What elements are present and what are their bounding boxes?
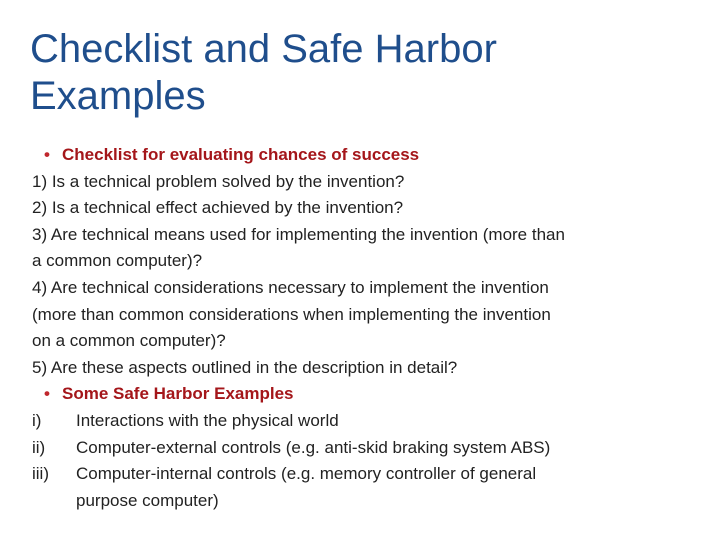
checklist-line: 3) Are technical means used for implementing the invention (more than bbox=[32, 224, 565, 244]
checklist-line: 4) Are technical considerations necessary to implement the invention bbox=[32, 277, 549, 297]
slide-title bbox=[30, 26, 690, 120]
checklist-line: 1) Is a technical problem solved by the invention? bbox=[32, 171, 405, 191]
item-number: i) bbox=[32, 410, 42, 430]
item-number: ii) bbox=[32, 437, 46, 457]
checklist-heading bbox=[32, 142, 692, 169]
checklist-line: (more than common considerations when implementing the invention bbox=[32, 304, 551, 324]
slide-title-line-2: Examples bbox=[30, 74, 206, 118]
safe-harbor-heading bbox=[32, 381, 692, 408]
bullet-icon: • bbox=[44, 384, 50, 404]
checklist-line: a common computer)? bbox=[32, 251, 203, 271]
item-text: Computer-internal controls (e.g. memory controller of general bbox=[76, 464, 537, 484]
item-text: Interactions with the physical world bbox=[76, 410, 339, 430]
checklist-line: 2) Is a technical effect achieved by the invention? bbox=[32, 198, 404, 218]
item-text: Computer-external controls (e.g. anti-skid braking system ABS) bbox=[76, 437, 551, 457]
checklist-line: 5) Are these aspects outlined in the description in detail? bbox=[32, 357, 458, 377]
item-text-continuation: purpose computer) bbox=[76, 490, 219, 510]
checklist-heading-text: Checklist for evaluating chances of success bbox=[62, 145, 420, 164]
safe-harbor-item bbox=[32, 435, 692, 462]
safe-harbor-item bbox=[32, 408, 692, 435]
safe-harbor-heading-text: Some Safe Harbor Examples bbox=[62, 384, 294, 404]
safe-harbor-item bbox=[32, 461, 692, 488]
bullet-icon: • bbox=[44, 145, 50, 164]
slide-title-line-1: Checklist and Safe Harbor bbox=[30, 27, 497, 71]
slide-body bbox=[32, 142, 692, 514]
item-number: iii) bbox=[32, 464, 49, 484]
checklist-line: on a common computer)? bbox=[32, 331, 226, 351]
